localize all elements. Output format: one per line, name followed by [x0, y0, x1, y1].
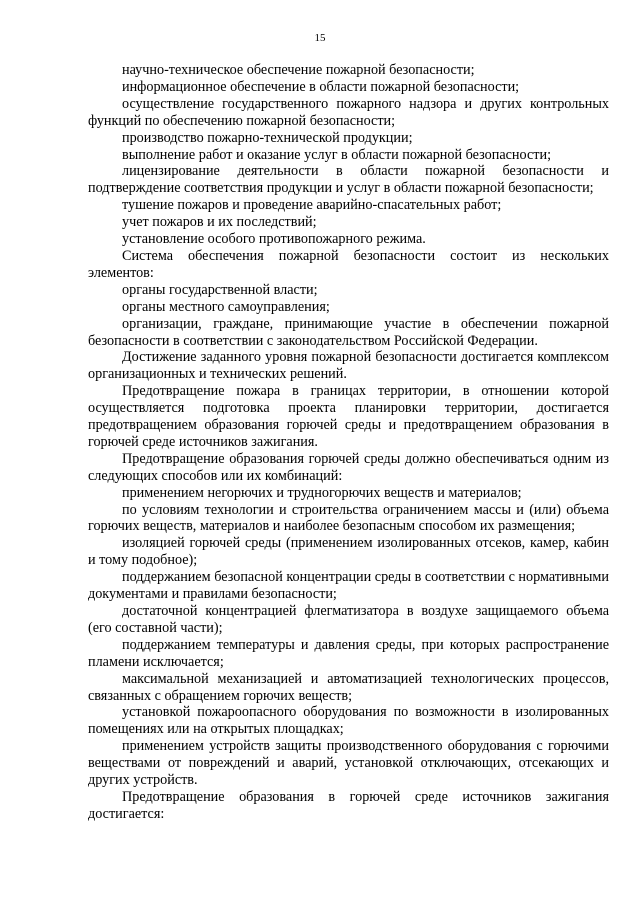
paragraph: лицензирование деятельности в области пожарной безопасности и подтверждение соответствия продукции и услуг в области пожарной безопасности;: [88, 163, 609, 197]
paragraph: информационное обеспечение в области пожарной безопасности;: [122, 78, 520, 95]
paragraph: поддержанием температуры и давления среды, при которых распространение пламени исключается;: [88, 636, 609, 670]
paragraph: выполнение работ и оказание услуг в области пожарной безопасности;: [122, 146, 552, 163]
paragraph: изоляцией горючей среды (применением изолированных отсеков, камер, кабин и тому подобное);: [88, 535, 609, 569]
paragraph: достаточной концентрацией флегматизатора в воздухе защищаемого объема (его составной части);: [88, 603, 609, 636]
document-body: [88, 62, 609, 823]
paragraph: производство пожарно-технической продукции;: [122, 129, 413, 146]
paragraph: органы местного самоуправления;: [122, 298, 330, 315]
paragraph: Предотвращение образования горючей среды должно обеспечиваться одним из следующих способов или их комбинаций:: [88, 450, 609, 484]
paragraph: Система обеспечения пожарной безопасности состоит из нескольких элементов:: [88, 247, 609, 281]
paragraph: поддержанием безопасной концентрации среды в соответствии с нормативными документами и правилами безопасности;: [88, 569, 609, 603]
paragraph: установление особого противопожарного режима.: [122, 231, 426, 248]
paragraph: организации, граждане, принимающие участие в обеспечении пожарной безопасности в соответствии с законодательством Российской Федерации.: [88, 315, 609, 349]
paragraph: органы государственной власти;: [122, 281, 318, 298]
paragraph: научно-техническое обеспечение пожарной безопасности;: [122, 62, 475, 78]
paragraph: Предотвращение пожара в границах территории, в отношении которой осуществляется подготовка проекта планировки территории, достигается предотвращением образования горючей среды и предотвращением образования в горючей среде источников зажигания.: [88, 383, 609, 450]
paragraph: Предотвращение образования в горючей среде источников зажигания достигается:: [88, 788, 609, 822]
paragraph: применением устройств защиты производственного оборудования с горючими веществами от повреждений и аварий, установкой отключающих, отсекающих и других устройств.: [88, 738, 609, 789]
paragraph: тушение пожаров и проведение аварийно-спасательных работ;: [122, 197, 502, 214]
paragraph: учет пожаров и их последствий;: [122, 214, 317, 231]
paragraph: максимальной механизацией и автоматизацией технологических процессов, связанных с обращением горючих веществ;: [88, 670, 609, 704]
paragraph: применением негорючих и трудногорючих веществ и материалов;: [122, 484, 522, 501]
page-number: 15: [314, 32, 326, 44]
paragraph: осуществление государственного пожарного надзора и других контрольных функций по обеспечению пожарной безопасности;: [88, 95, 609, 129]
paragraph: по условиям технологии и строительства ограничением массы и (или) объема горючих веществ, материалов и наиболее безопасным способом их размещения;: [88, 501, 609, 535]
paragraph: Достижение заданного уровня пожарной безопасности достигается комплексом организационных и технических решений.: [88, 349, 609, 383]
paragraph: установкой пожароопасного оборудования по возможности в изолированных помещениях или на открытых площадках;: [88, 704, 609, 738]
